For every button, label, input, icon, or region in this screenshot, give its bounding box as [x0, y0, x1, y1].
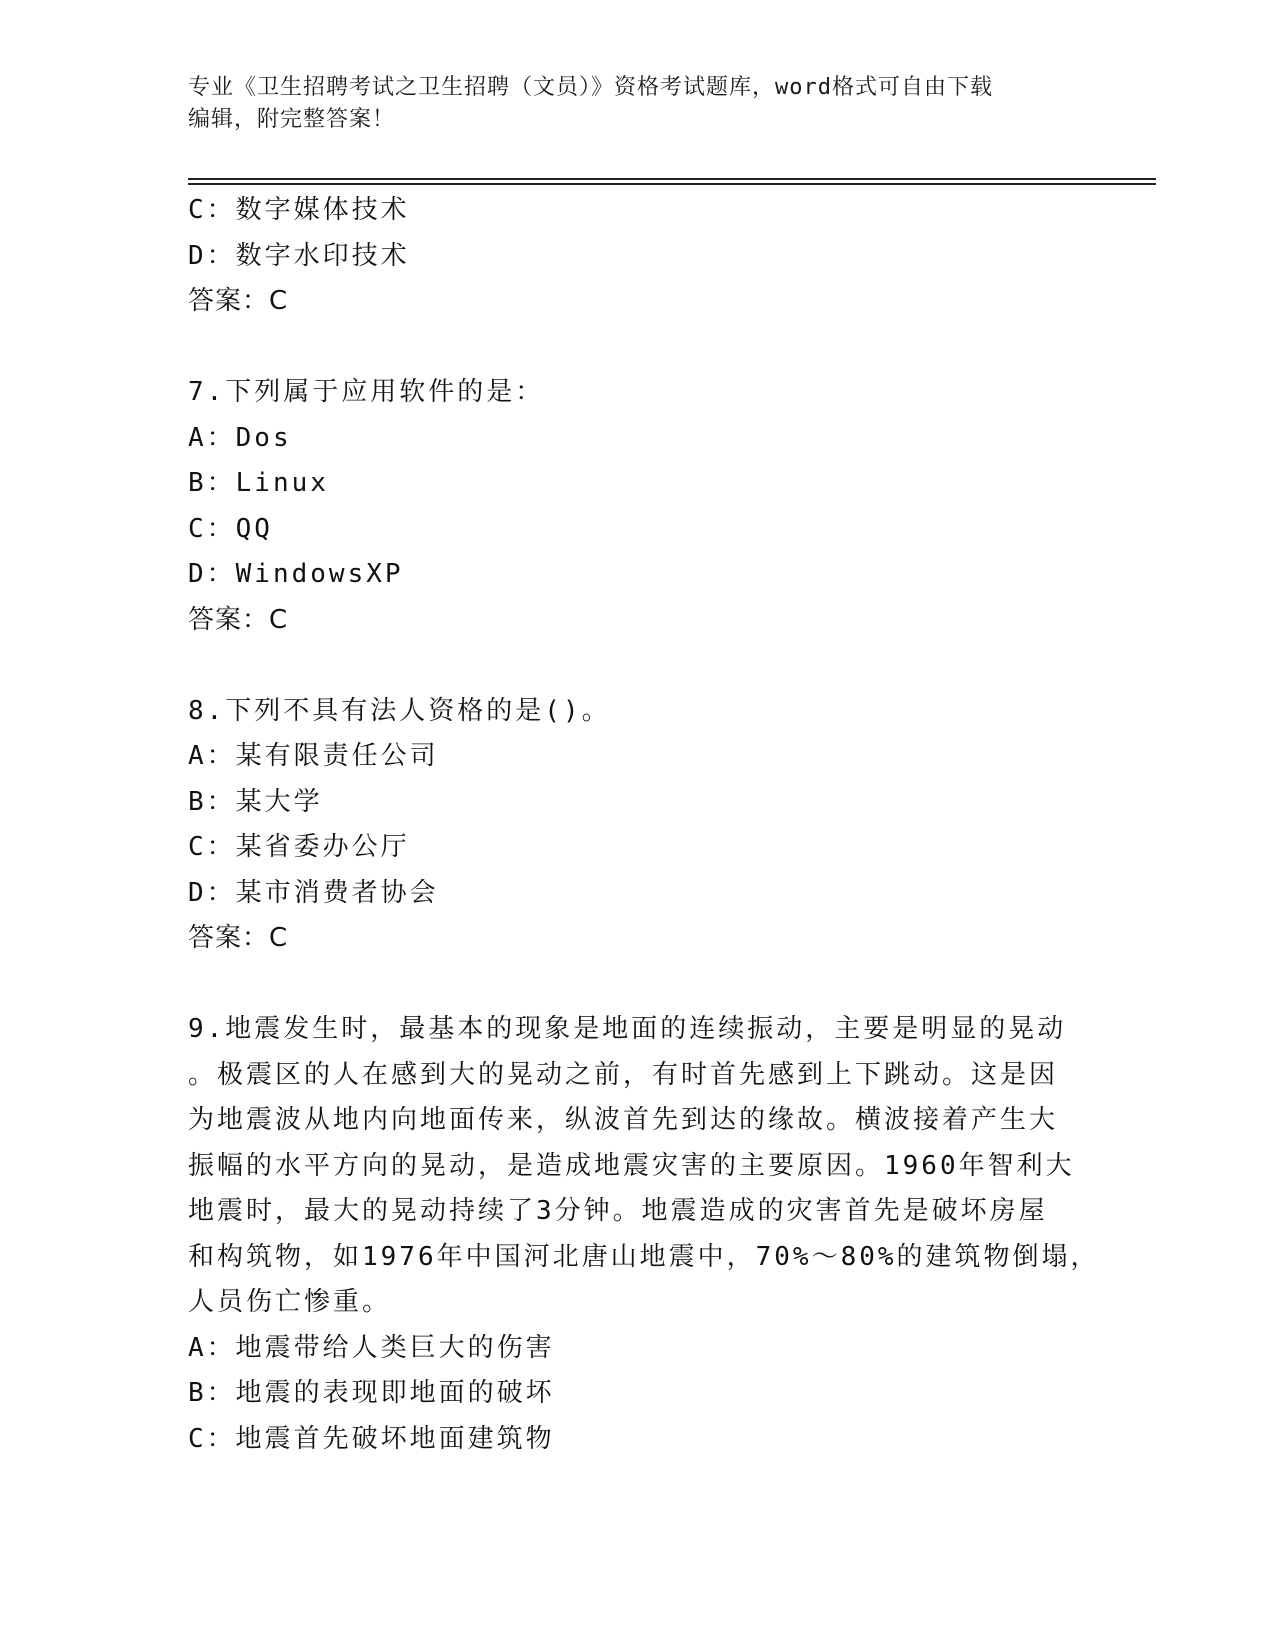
q9-question-line: 振幅的水平方向的晃动，是造成地震灾害的主要原因。1960年智利大: [188, 1150, 1075, 1181]
q7-option-d: D：WindowsXP: [188, 559, 404, 589]
header-title-line-2: 编辑，附完整答案！: [188, 107, 396, 132]
question-8: [188, 689, 1088, 962]
document-body: [188, 188, 1100, 1462]
q8-option-d: D：某市消费者协会: [188, 877, 439, 908]
q8-option-b: B：某大学: [188, 786, 323, 817]
q8-option-a: A：某有限责任公司: [188, 741, 439, 771]
q6-option-c: C：数字媒体技术: [188, 195, 410, 225]
q9-question-line: 地震时，最大的晃动持续了3分钟。地震造成的灾害首先是破坏房屋: [188, 1196, 1048, 1226]
header-title-line-1: 专业《卫生招聘考试之卫生招聘（文员）》资格考试题库，word格式可自由下载: [188, 75, 993, 100]
header-divider-bottom: [188, 183, 1156, 185]
q9-question-line: 人员伤亡惨重。: [188, 1287, 392, 1317]
document-header: [188, 72, 1088, 136]
q9-option-b: B：地震的表现即地面的破坏: [188, 1378, 555, 1408]
q7-option-b: B：Linux: [188, 468, 329, 498]
q7-option-c: C：QQ: [188, 513, 273, 544]
q9-option-c: C：地震首先破坏地面建筑物: [188, 1423, 555, 1454]
question-7: [188, 370, 1088, 643]
spacer: [188, 962, 1088, 1008]
q9-question-line: 为地震波从地内向地面传来，纵波首先到达的缘故。横波接着产生大: [188, 1105, 1059, 1135]
header-divider-top: [188, 178, 1156, 180]
spacer: [188, 325, 1088, 371]
question-9: [188, 1007, 1100, 1462]
q7-option-a: A：Dos: [188, 422, 292, 453]
q8-option-c: C：某省委办公厅: [188, 832, 410, 862]
spacer: [188, 643, 1088, 689]
question-6-tail: [188, 188, 1088, 325]
q9-question-line: 。极震区的人在感到大的晃动之前，有时首先感到上下跳动。这是因: [188, 1059, 1059, 1090]
q7-answer: 答案：C: [188, 604, 289, 635]
q7-question: 7.下列属于应用软件的是：: [188, 377, 545, 407]
q6-answer: 答案：C: [188, 286, 289, 316]
q9-option-a: A：地震带给人类巨大的伤害: [188, 1332, 555, 1363]
q6-option-d: D：数字水印技术: [188, 240, 410, 271]
q9-question-line: 9.地震发生时，最基本的现象是地面的连续振动，主要是明显的晃动: [188, 1014, 1067, 1044]
q9-question-line: 和构筑物，如1976年中国河北唐山地震中，70%～80%的建筑物倒塌，: [188, 1241, 1100, 1272]
q8-question: 8.下列不具有法人资格的是()。: [188, 695, 611, 726]
q8-answer: 答案：C: [188, 923, 289, 953]
